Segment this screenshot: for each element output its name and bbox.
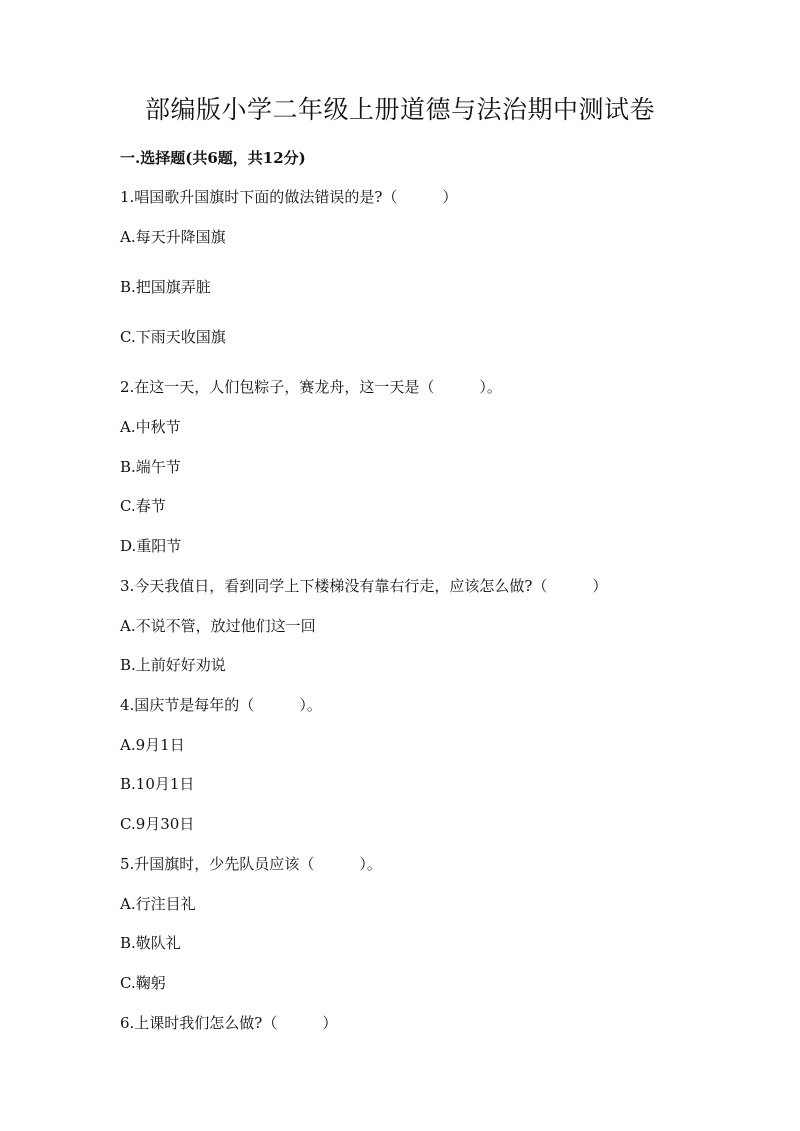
question-3-option-a: A.不说不管，放过他们这一回 — [120, 617, 316, 635]
question-2-option-b: B.端午节 — [120, 458, 181, 476]
question-2-option-a: A.中秋节 — [120, 418, 181, 436]
page-title: 部编版小学二年级上册道德与法治期中测试卷 — [144, 95, 655, 124]
question-2-option-c: C.春节 — [120, 497, 166, 515]
section-heading: 一.选择题(共6题，共12分) — [120, 149, 306, 167]
question-5-option-a: A.行注目礼 — [120, 895, 196, 913]
question-1-option-a: A.每天升降国旗 — [120, 228, 226, 246]
question-3-stem: 3.今天我值日，看到同学上下楼梯没有靠右行走，应该怎么做?（ ） — [120, 577, 608, 595]
question-1-option-c: C.下雨天收国旗 — [120, 328, 226, 346]
question-1-stem: 1.唱国歌升国旗时下面的做法错误的是?（ ） — [120, 188, 458, 206]
question-2-stem: 2.在这一天，人们包粽子，赛龙舟，这一天是（ ）。 — [120, 378, 502, 396]
question-4-option-a: A.9月1日 — [120, 736, 185, 754]
question-6-stem: 6.上课时我们怎么做?（ ） — [120, 1014, 338, 1032]
question-4-option-b: B.10月1日 — [120, 775, 195, 793]
question-5-stem: 5.升国旗时，少先队员应该（ ）。 — [120, 855, 382, 873]
question-1-option-b: B.把国旗弄脏 — [120, 278, 211, 296]
question-5-option-b: B.敬队礼 — [120, 934, 181, 952]
question-4-option-c: C.9月30日 — [120, 815, 195, 833]
question-2-option-d: D.重阳节 — [120, 537, 182, 555]
question-3-option-b: B.上前好好劝说 — [120, 656, 226, 674]
question-4-stem: 4.国庆节是每年的（ ）。 — [120, 696, 322, 714]
question-5-option-c: C.鞠躬 — [120, 974, 166, 992]
